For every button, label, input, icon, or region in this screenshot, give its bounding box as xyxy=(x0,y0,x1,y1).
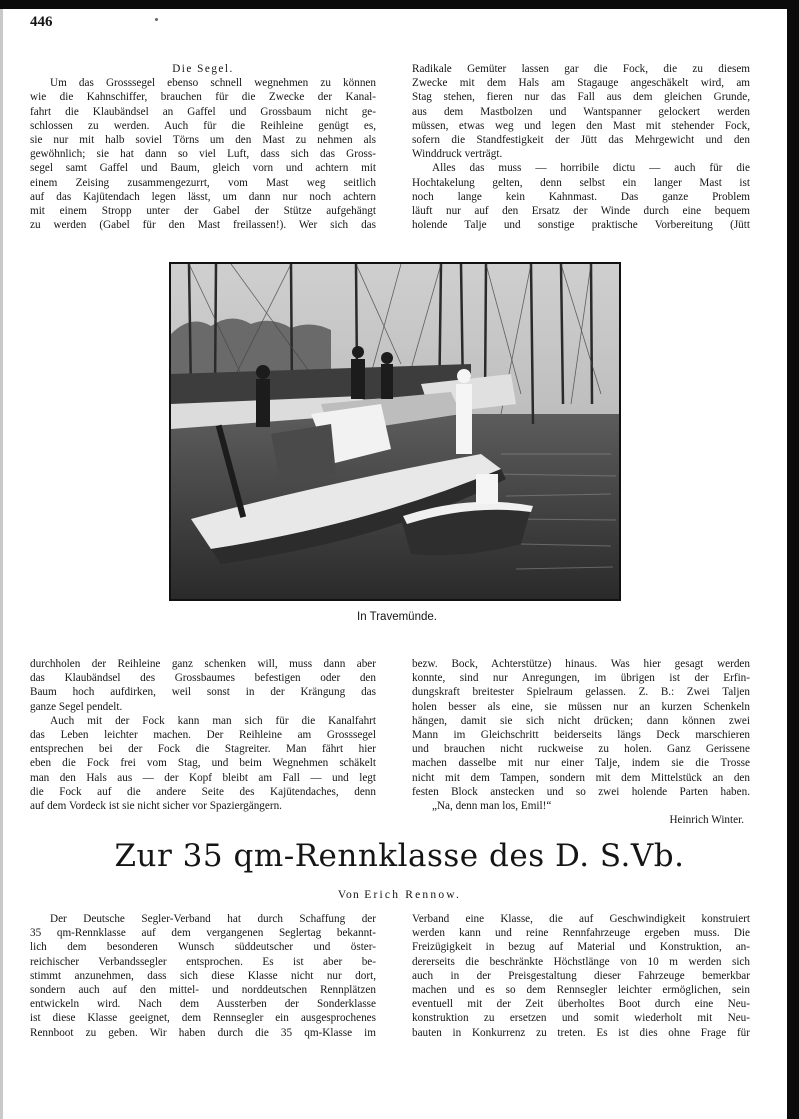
scan-edge-right xyxy=(787,0,799,1119)
text-line: Stag stehen, fieren nur das Fall aus dem gleichen Grunde, xyxy=(412,91,750,104)
text-line: dererseits die beschränkte Höchstlänge von 10 m werden sich xyxy=(412,955,750,968)
text-line: Zwecke mit dem Hals am Stagauge angeschäkelt wird, am xyxy=(412,77,750,90)
article-title: Zur 35 qm-Rennklasse des D. S.Vb. xyxy=(114,838,685,874)
text-line: sie nur mit halb soviel Törns um den Mast zu nehmen als xyxy=(30,134,376,147)
text-line: ganze Segel pendelt. xyxy=(30,700,123,713)
text-line: hängen, damit sie sich nicht drücken; dann können zwei xyxy=(412,714,750,727)
section-heading: Die Segel. xyxy=(172,63,234,75)
scan-edge-left xyxy=(0,9,3,1119)
text-line: werden kann und reine Rennfahrzeuge ergeben muss. Die xyxy=(412,927,750,940)
text-line: eventuell mit der Zeit überholtes Boot durch eine Neu- xyxy=(412,998,750,1011)
text-line: machen dasselbe mit nur einer Talje, indem sie die Trosse xyxy=(412,757,750,770)
text-line: wie die Kahnschiffer, brauchen für die Zwecke der Kanal- xyxy=(30,91,376,104)
text-line: noch lange kein Kahnmast. Das ganze Problem xyxy=(412,190,750,203)
text-line: bezw. Bock, Achterstütze) hinaus. Was hier gesagt werden xyxy=(412,658,750,670)
sailboats-harbor-illustration xyxy=(171,264,619,599)
text-line: machen und es so dem Rennsegler leichter ermöglichen, sein xyxy=(412,984,750,997)
text-line: auch in der Preisgestaltung dieser Fahrzeuge bemerkbar xyxy=(412,969,750,982)
harbor-photo xyxy=(169,262,621,601)
text-line: lich dem besonderen Wunsch süddeutscher und öster- xyxy=(30,941,376,954)
text-line: entsprechen bei der Fock die Stagreiter. Man fährt hier xyxy=(30,743,376,756)
text-line: segel samt Gaffel und Baum, gleich vorn und achtern mit xyxy=(30,162,376,175)
text-line: einem Zeising zusammengezurrt, vom Mast weg seitlich xyxy=(30,176,376,189)
text-line: das Klaubändsel des Grossbaumes befestigen oder den xyxy=(30,672,376,685)
article-byline xyxy=(0,889,799,901)
text-line: läuft nur auf den Ersatz der Winde durch eine bequem xyxy=(412,205,750,218)
text-line: auf dem Vordeck ist sie nicht sicher vor Spaziergängern. xyxy=(30,800,282,813)
mid-left-column xyxy=(30,657,376,813)
text-line: Verband eine Klasse, die auf Geschwindigkeit konstruiert xyxy=(412,913,750,925)
text-line: die Fock auf die andere Seite des Kajütendaches, denn xyxy=(30,785,376,798)
scan-edge-top xyxy=(0,0,799,9)
text-line: Der Deutsche Segler-Verband hat durch Schaffung der xyxy=(50,913,376,925)
page-number: 446 xyxy=(30,14,53,30)
text-line: müssen, etwas weg und legen den Mast mit stehender Fock, xyxy=(412,119,750,132)
text-line: Rennboot zu geben. Wir haben durch die 35 qm-Klasse im xyxy=(30,1026,376,1039)
text-line: Auch mit der Fock kann man sich für die Kanalfahrt xyxy=(50,714,376,727)
text-line: Freizügigkeit in bezug auf Material und Konstruktion, an- xyxy=(412,941,750,954)
text-line: 35 qm-Rennklasse auf dem vergangenen Seglertag bekannt- xyxy=(30,927,376,940)
text-line: holen besser als eine, sie müssen nur an kurzen Schenkeln xyxy=(412,700,750,713)
text-line: fahrt die Klaubändsel an Gaffel und Grossbaum nicht ge- xyxy=(30,105,376,118)
text-line: konnte, sind nur Anregungen, im übrigen ist der Erfin- xyxy=(412,672,750,685)
text-line: und brauchen nicht ruckweise zu holen. Ganz Gerissene xyxy=(412,743,750,756)
text-line: reichischer Verbandssegler entsprochen. Es ist aber be- xyxy=(30,955,376,968)
byline-prefix: Von xyxy=(337,889,361,901)
print-speck xyxy=(155,18,158,21)
top-left-column xyxy=(30,62,376,232)
text-line: durchholen der Reihleine ganz schenken will, muss dann aber xyxy=(30,658,376,670)
text-line: Hochtakelung gelten, denn selbst ein langer Mast ist xyxy=(412,176,750,189)
text-line: das Leben leichter machen. Der Reihleine am Grosssegel xyxy=(30,729,376,742)
mid-right-column xyxy=(412,657,750,827)
text-line: zu werden (Gabel für den Mast freilassen!). Wer sich das xyxy=(30,219,376,232)
text-line: konstruktion zu ersetzen und somit wiederholt mit Neu- xyxy=(412,1012,750,1025)
text-line: eben die Fock frei vom Stag, und beim Wegnehmen schäkelt xyxy=(30,757,376,770)
text-line: Baum hoch aufdirken, weil sonst in der Krängung das xyxy=(30,686,376,699)
text-line: sondern auch auf den mittel- und norddeutschen Rennplätzen xyxy=(30,984,376,997)
text-line: schlossen zu werden. Auch für die Reihleine genügt es, xyxy=(30,119,376,132)
article-left-column xyxy=(30,912,376,1040)
text-line: sofern die Standfestigkeit der Jütt das Mehrgewicht und den xyxy=(412,134,750,147)
photo-caption: In Travemünde. xyxy=(357,611,437,623)
text-line: gewöhnlich; sie hat dann so viel Luft, dass sich das Gross- xyxy=(30,148,376,161)
text-line: ist diese Klasse geeignet, dem Rennsegler ein ausgesprochenes xyxy=(30,1012,376,1025)
text-line: entwickeln wird. Nach dem Aussterben der Sonderklasse xyxy=(30,998,376,1011)
text-line: nicht mit dem Tampen, sondern mit dem Mittelstück an den xyxy=(412,771,750,784)
article-right-column xyxy=(412,912,750,1040)
text-line: man den Hals aus — der Kopf bleibt am Fall — und legt xyxy=(30,771,376,784)
text-line: Radikale Gemüter lassen gar die Fock, die zu diesem xyxy=(412,63,750,75)
text-line: dungskraft breitester Spielraum gelassen. Z. B.: Zwei Taljen xyxy=(412,686,750,699)
text-line: Winddruck verträgt. xyxy=(412,148,503,161)
text-line: Um das Grosssegel ebenso schnell wegnehmen zu können xyxy=(50,77,376,90)
text-line: stimmt anzunehmen, dass sich diese Klasse nicht nur dort, xyxy=(30,969,376,982)
text-line: Mann im Gleichschritt beiderseits längs Deck marschieren xyxy=(412,729,750,742)
closing-quote: „Na, denn man los, Emil!“ xyxy=(432,800,552,813)
text-line: holende Talje und sonstige praktische Vorbereitung (Jütt xyxy=(412,219,750,232)
text-line: mit einem Stropp unter der Gabel der Stütze aufgehängt xyxy=(30,205,376,218)
text-line: bauten in Konkurrenz zu treten. Es ist dies ohne Frage für xyxy=(412,1026,750,1039)
text-line: Alles das muss — horribile dictu — auch für die xyxy=(432,162,750,175)
text-line: aus dem Mastbolzen und Wantspanner gelockert werden xyxy=(412,105,750,118)
text-line: festen Block anstecken und so zwei holende Parten haben. xyxy=(412,785,750,798)
byline-author: Erich Rennow. xyxy=(364,889,462,901)
top-right-column xyxy=(412,62,750,232)
text-line: auf das Kajütendach legen lässt, um dann nur noch achtern xyxy=(30,190,376,203)
author-signature: Heinrich Winter. xyxy=(669,814,744,827)
